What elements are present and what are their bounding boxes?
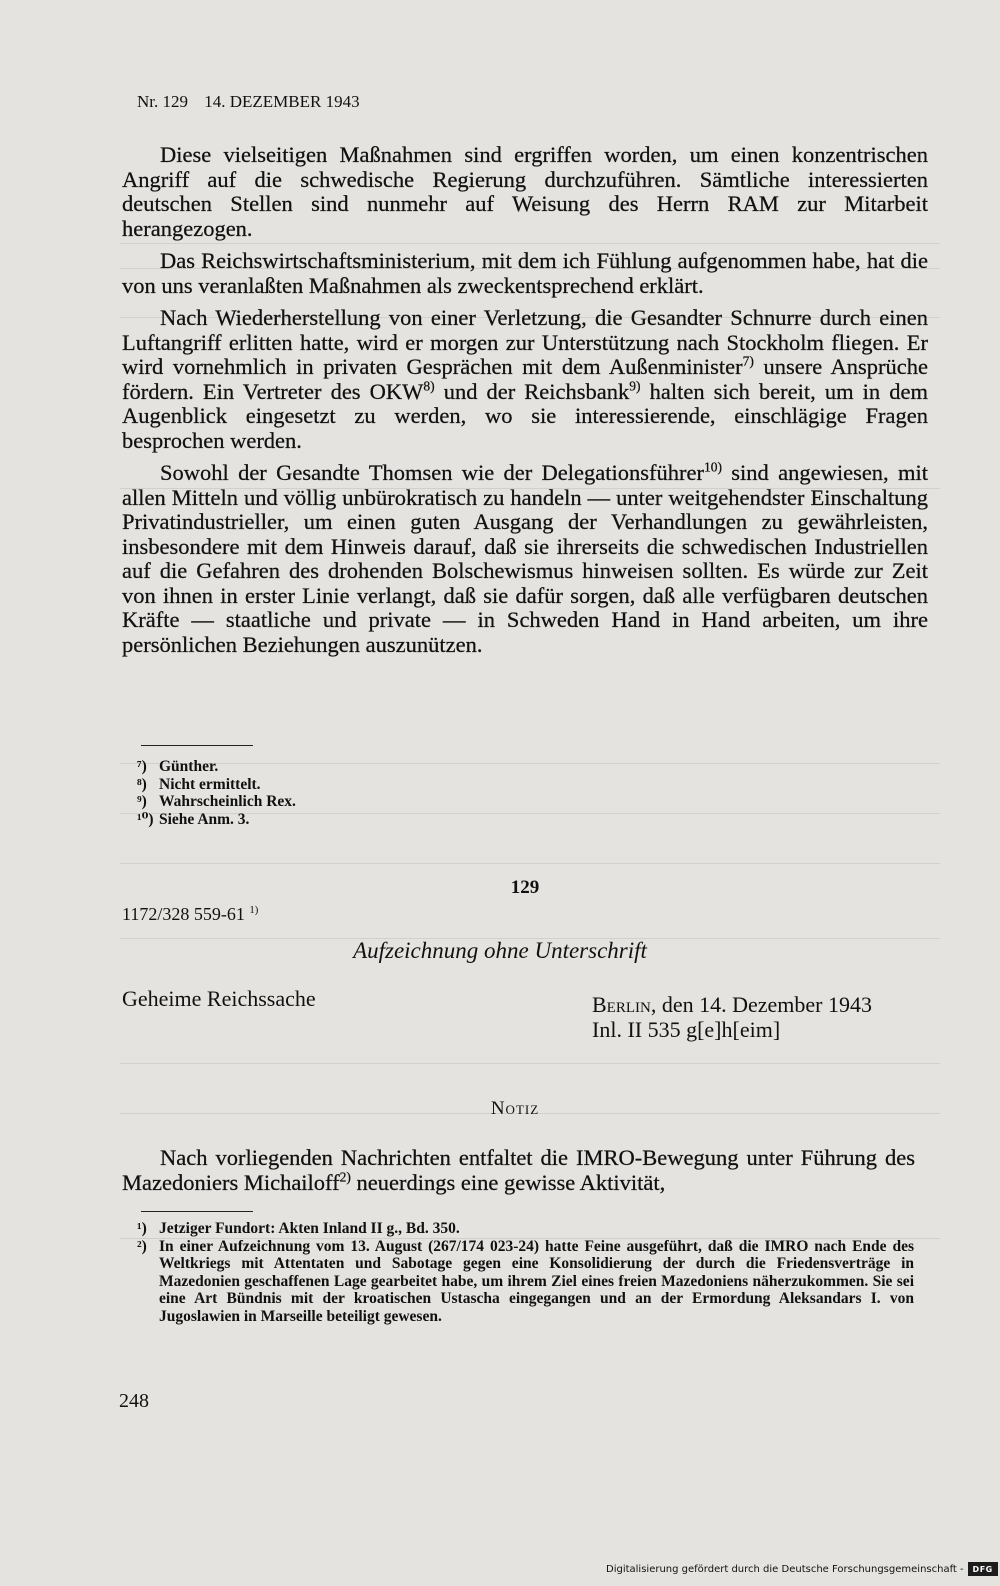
body-text-top xyxy=(122,143,928,665)
footnotes-top xyxy=(137,758,437,828)
digitization-text: Digitalisierung gefördert durch die Deutsche Forschungsgemeinschaft - xyxy=(606,1563,964,1575)
header-date: 14. DEZEMBER 1943 xyxy=(204,92,360,111)
header-doc-number: Nr. 129 xyxy=(137,92,188,111)
place: Berlin xyxy=(592,992,651,1017)
dfg-logo-icon: DFG xyxy=(968,1562,998,1576)
place-date xyxy=(592,992,872,1018)
footnote-rule-top xyxy=(141,745,253,746)
file-reference: Inl. II 535 g[e]h[eim] xyxy=(592,1017,781,1042)
classification: Geheime Reichssache xyxy=(122,986,316,1011)
footnote-2: ²) In einer Aufzeichnung vom 13. August (267/174 023-24) hatte Feine ausgeführt, daß die IMRO nach Ende des Weltkriegs mit Attentaten und Sabotage gegen eine Konsolidierung der durch die Friedensverträge in Mazedonien geschaffenen Lage gearbeitet habe, um ihrem Ziel eines freien Mazedoniens näherzukommen. Sie sei eine Art Bündnis mit der kroatischen Ustascha eingegangen und an der Ermordung Aleksandars I. von Jugoslawien in Marseille beteiligt gewesen. xyxy=(137,1237,914,1325)
footnote-9: ⁹) Wahrscheinlich Rex. xyxy=(137,793,296,811)
body-text-notiz xyxy=(122,1146,915,1203)
footnote-ref-10: 10) xyxy=(704,459,722,475)
page-number: 248 xyxy=(119,1390,149,1412)
document-number: 129 xyxy=(510,877,540,898)
footnote-8: ⁸) Nicht ermittelt. xyxy=(137,775,261,793)
footnote-10: ¹⁰) Siehe Anm. 3. xyxy=(137,810,250,828)
paragraph-3: Nach Wiederherstellung von einer Verletzung, die Gesandter Schnurre durch einen Luftangriff erlitten hatte, wird er morgen zur Unterstützung nach Stockholm fliegen. Er wird vornehmlich in privaten Gesprächen mit dem Außenminister$^{7)}$ unsere Ansprüche fördern. Ein Vertreter des OKW$^{8)}$ und der Reichsbank$^{9)}$ halten sich bereit, um in dem Augenblick eingesetzt zu werden, wo sie interessierende, einschlägige Fragen besprochen werden. xyxy=(122,305,928,453)
paragraph-1: Diese vielseitigen Maßnahmen sind ergriffen worden, um einen konzentrischen Angriff auf die schwedische Regierung durchzuführen. Sämtliche interessierten deutschen Stellen sind nunmehr auf Weisung des Herrn RAM zur Mitarbeit herangezogen. xyxy=(122,142,928,241)
notiz-paragraph: Nach vorliegenden Nachrichten entfaltet die IMRO-Bewegung unter Führung des Mazedoniers Michailoff$^{2)}$ neuerdings eine gewisse Aktivität, xyxy=(122,1145,915,1195)
footnote-ref-1: 1) xyxy=(249,904,259,916)
notiz-heading: Notiz xyxy=(490,1098,540,1119)
date-line: , den 14. Dezember 1943 xyxy=(650,992,872,1017)
digitization-credit xyxy=(606,1562,998,1576)
document-title: Aufzeichnung ohne Unterschrift xyxy=(353,938,647,963)
footnote-ref-8: 8) xyxy=(423,378,435,393)
footnotes-bottom xyxy=(137,1220,914,1326)
paragraph-2: Das Reichswirtschaftsministerium, mit dem ich Fühlung aufgenommen habe, hat die von uns veranlaßten Maßnahmen als zweckentsprechend erklärt. xyxy=(122,248,928,298)
footnote-7: ⁷) Günther. xyxy=(137,758,219,775)
footnote-rule-bottom xyxy=(141,1211,253,1212)
archive-reference: 1172/328 559-61 $^{1)}$ xyxy=(122,904,259,924)
footnote-ref-7: 7) xyxy=(742,353,754,369)
footnote-1: ¹) Jetziger Fundort: Akten Inland II g., Bd. 350. xyxy=(137,1220,460,1237)
paragraph-4: Sowohl der Gesandte Thomsen wie der Delegationsführer$^{10)}$ sind angewiesen, mit allen Mitteln und völlig unbürokratisch zu handeln — unter weitgehendster Einschaltung Privatindustrieller, um einen guten Ausgang der Verhandlungen zu gewährleisten, insbesondere mit dem Hinweis darauf, daß sie ihrerseits die schwedischen Industriellen auf die Gefahren des drohenden Bolschewismus hinweisen sollten. Es würde zur Zeit von ihnen in erster Linie verlangt, daß sie dafür sorgen, daß alle verfügbaren deutschen Kräfte — staatliche und private — in Schweden Hand in Hand arbeiten, um ihre persönlichen Beziehungen auszunützen. xyxy=(122,459,928,657)
footnote-ref-2: 2) xyxy=(339,1169,351,1184)
footnote-ref-9: 9) xyxy=(629,378,641,393)
running-header xyxy=(137,92,360,112)
